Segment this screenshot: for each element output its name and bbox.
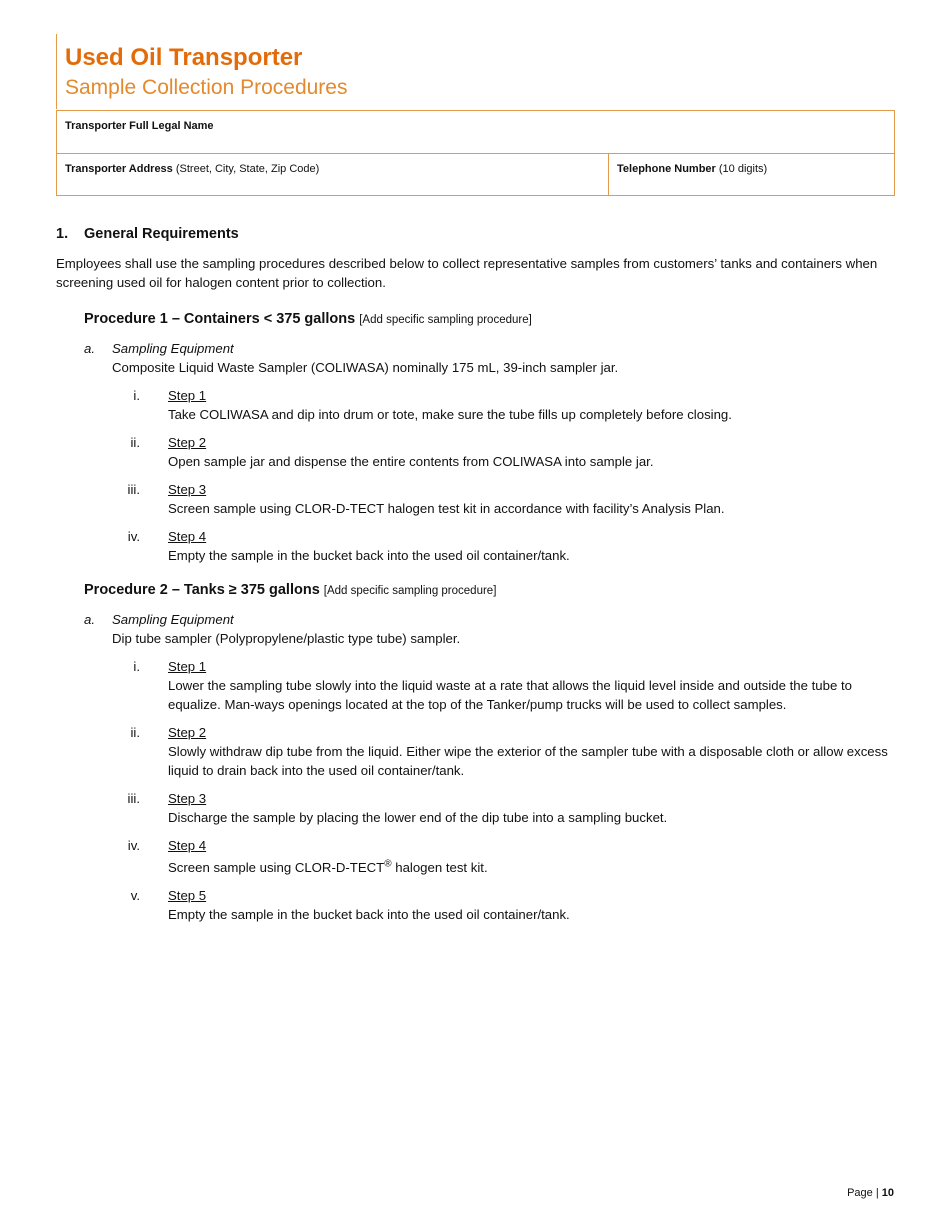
step-name: Step 3 [168, 482, 207, 497]
step-numeral: ii. [130, 725, 140, 740]
step-numeral: i. [133, 659, 140, 674]
step-numeral: i. [133, 388, 140, 403]
step-name: Step 1 [168, 388, 207, 403]
section-title: General Requirements [84, 226, 239, 242]
phone-hint: (10 digits) [718, 163, 768, 175]
equipment-text: Composite Liquid Waste Sampler (COLIWASA) nominally 175 mL, 39-inch sampler jar. [112, 360, 619, 375]
step-text-tail: halogen test kit. [391, 860, 488, 875]
step-text: Lower the sampling tube slowly into the liquid waste at a rate that allows the liquid level inside and outside the tube to equalize. Man-ways openings located at the top of the Tanker/pump trucks will be used to collect samples. [168, 678, 852, 712]
document-body [56, 224, 896, 933]
procedure-2-heading [84, 580, 896, 601]
list-item [56, 386, 896, 424]
step-numeral: iv. [127, 838, 140, 853]
step-numeral: iii. [127, 791, 140, 806]
step-numeral: iv. [127, 529, 140, 544]
procedure-2-steps [56, 657, 896, 924]
document-header [56, 34, 894, 109]
step-name: Step 2 [168, 435, 207, 450]
procedure-1-note: [Add specific sampling procedure] [359, 314, 532, 326]
page-footer [847, 1187, 894, 1199]
procedure-1-heading [84, 309, 896, 330]
phone-label: Telephone Number [617, 163, 716, 175]
list-item [56, 480, 896, 518]
page-number: 10 [881, 1187, 894, 1199]
procedure-2-equipment [84, 610, 896, 648]
procedure-1-title: Procedure 1 – Containers < 375 gallons [84, 311, 356, 327]
procedure-2-note: [Add specific sampling procedure] [323, 585, 497, 597]
transporter-info-form [56, 110, 895, 196]
section-heading [56, 224, 896, 244]
registered-mark: ® [384, 858, 392, 870]
step-name: Step 4 [168, 529, 207, 544]
step-name: Step 3 [168, 791, 207, 806]
page-label: Page [847, 1187, 873, 1199]
step-text: Slowly withdraw dip tube from the liquid. Either wipe the exterior of the sampler tube with a disposable cloth or allow excess liquid to drain back into the used oil container/tank. [168, 744, 888, 778]
step-name: Step 5 [168, 888, 207, 903]
procedure-2-title: Procedure 2 – Tanks ≥ 375 gallons [84, 582, 320, 598]
list-item [56, 836, 896, 877]
phone-field[interactable] [609, 154, 895, 196]
step-name: Step 2 [168, 725, 207, 740]
list-item [56, 789, 896, 827]
list-item [56, 657, 896, 714]
equipment-label: a. [84, 341, 95, 356]
procedure-1-steps [56, 386, 896, 565]
legal-name-label: Transporter Full Legal Name [65, 120, 214, 132]
equipment-heading: Sampling Equipment [112, 341, 234, 356]
equipment-heading: Sampling Equipment [112, 612, 234, 627]
step-text: Discharge the sample by placing the lower end of the dip tube into a sampling bucket. [168, 810, 668, 825]
section-intro: Employees shall use the sampling procedures described below to collect representative samples from customers’ tanks and containers when screening used oil for halogen content prior to collection. [56, 256, 878, 290]
step-text-main: Screen sample using CLOR-D-TECT [168, 860, 385, 875]
document-subtitle: Sample Collection Procedures [65, 76, 348, 99]
step-text: Screen sample using CLOR-D-TECT halogen test kit in accordance with facility’s Analysis Plan. [168, 501, 725, 516]
step-text: Empty the sample in the bucket back into the used oil container/tank. [168, 548, 570, 563]
step-text: Open sample jar and dispense the entire contents from COLIWASA into sample jar. [168, 454, 654, 469]
step-text [168, 858, 896, 877]
procedure-1-equipment [84, 339, 896, 377]
address-hint: (Street, City, State, Zip Code) [175, 163, 320, 175]
list-item [56, 527, 896, 565]
list-item [56, 886, 896, 924]
address-field[interactable] [57, 154, 609, 196]
step-name: Step 1 [168, 659, 207, 674]
list-item [56, 723, 896, 780]
step-name: Step 4 [168, 838, 207, 853]
step-numeral: ii. [130, 435, 140, 450]
step-text: Empty the sample in the bucket back into the used oil container/tank. [168, 907, 570, 922]
document-title: Used Oil Transporter [65, 44, 303, 71]
page-separator: | [875, 1187, 879, 1199]
section-number: 1. [56, 226, 69, 242]
step-numeral: iii. [127, 482, 140, 497]
address-label: Transporter Address [65, 163, 173, 175]
equipment-label: a. [84, 612, 95, 627]
step-numeral: v. [130, 888, 140, 903]
step-text: Take COLIWASA and dip into drum or tote, make sure the tube fills up completely before closing. [168, 407, 732, 422]
legal-name-field[interactable] [57, 111, 895, 154]
equipment-text: Dip tube sampler (Polypropylene/plastic type tube) sampler. [112, 631, 461, 646]
list-item [56, 433, 896, 471]
